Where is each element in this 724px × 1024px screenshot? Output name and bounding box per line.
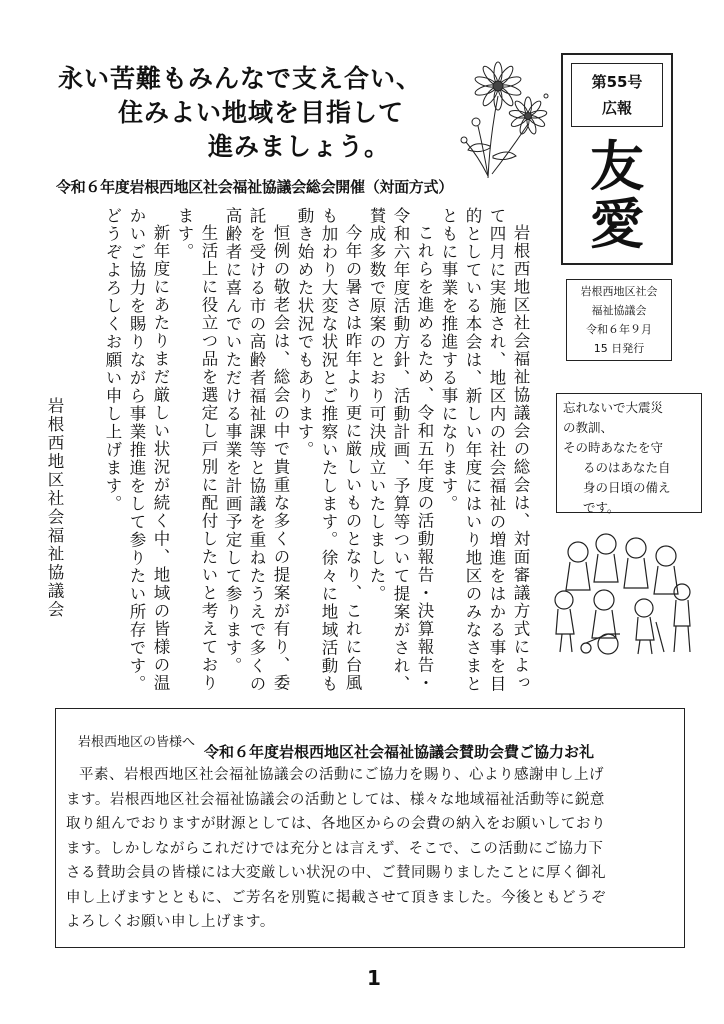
publish-date: 令和６年９月 [586,323,652,336]
issue-number: 第55号 [591,73,643,91]
reminder-line: 忘れないで大震災 [563,400,664,415]
donation-thanks-box [55,708,685,948]
donation-line: 取り組んでおりますが財源としては、各地区からの会費の納入をお願いしており [66,816,606,832]
reminder-line: 身の日頃の備え [583,480,671,495]
meeting-article [45,207,532,699]
donation-line: 申し上げますとともに、ご芳名を別覧に掲載させて頂きました。今後ともどうぞ [66,889,606,906]
donation-line: さる賛助会員の皆様には大変厳しい状況の中、ご賛同賜りましたことに厚く御礼 [66,865,606,881]
publisher-line: 福祉協議会 [591,304,647,317]
article-paragraph: 恒例の敬老会は、総会の中で貴重な多くの提案が有り、委託を受ける市の高齢者福祉課等と協議を重ねたうえで多くの高齢者に喜んでいただける事業を計画予定して参ります。 [223,207,290,693]
newsletter-title-char-2: 愛 [590,192,644,256]
masthead [561,53,673,265]
issue-box [571,63,663,127]
page-number: 1 [367,966,381,990]
community-people-illustration [548,530,698,656]
newsletter-title-char-1: 友 [590,134,644,198]
donation-line: ます。しかしながらこれだけでは充分とは言えず、そこで、この活動にご協力下 [66,840,604,857]
slogan-line-2: 住みよい地域を目指して [118,98,405,127]
meeting-heading: 令和６年度岩根西地区社会福祉協議会総会開催（対面方式） [56,178,453,196]
slogan [58,62,458,164]
donation-line: よろしくお願い申し上げます。 [66,914,275,930]
article-signature: 岩根西地区社会福祉協議会 [45,397,64,619]
donation-line: ます。岩根西地区社会福祉協議会の活動としては、様々な地域福祉活動等に鋭意 [66,791,605,808]
publication-type: 広報 [601,99,632,117]
article-paragraph: 今年の暑さは昨年より更に厳しいものとなり、これに台風も加わり大変な状況とご推察いたします。徐々に地域活動も動き始めた状況でもあります。 [295,207,362,693]
flower-illustration [448,56,560,180]
donation-line: 平素、岩根西地区社会福祉協議会の活動にご協力を賜り、心より感謝申し上げ [79,767,605,783]
article-paragraph: 新年度にあたりまだ厳しい状況が続く中、地域の皆様の温かいご協力を賜りながら事業推進をして参りたい所存です。どうぞよろしくお願い申し上げます。 [103,207,170,693]
slogan-line-1: 永い苦難もみんなで支え合い、 [58,64,423,93]
reminder-line: その時あなたを守 [563,440,664,455]
publish-date: 15 日発行 [593,342,645,355]
article-paragraph: これらを進めるため、令和五年度の活動報告・決算報告・令和六年度活動方針、活動計画、予算等ついて提案がされ、賛成多数で原案のとおり可決成立いたしました。 [367,207,434,693]
disaster-reminder-box [556,393,702,513]
donation-addressee: 岩根西地区の皆様へ [78,735,196,750]
donation-heading: 令和６年度岩根西地区社会福祉協議会賛助会費ご協力お礼 [204,743,595,761]
donation-body [66,763,686,935]
slogan-line-3: 進みましょう。 [208,132,391,161]
reminder-line: るのはあなた自 [583,460,671,475]
article-paragraph: 岩根西地区社会福祉協議会の総会は、対面審議方式によって四月に実施され、地区内の社会福祉の増進をはかる事を目的としている本会は、新しい年度にはいり地区のみなさまとともに事業を推進する事になります。 [439,207,530,693]
article-paragraph: 生活上に役立つ品を選定し戸別に配付したいと考えております。 [175,207,218,692]
publisher-box [566,279,672,361]
publisher-line: 岩根西地区社会 [580,285,658,298]
reminder-line: です。 [583,500,620,515]
reminder-line: の教訓、 [563,420,614,435]
